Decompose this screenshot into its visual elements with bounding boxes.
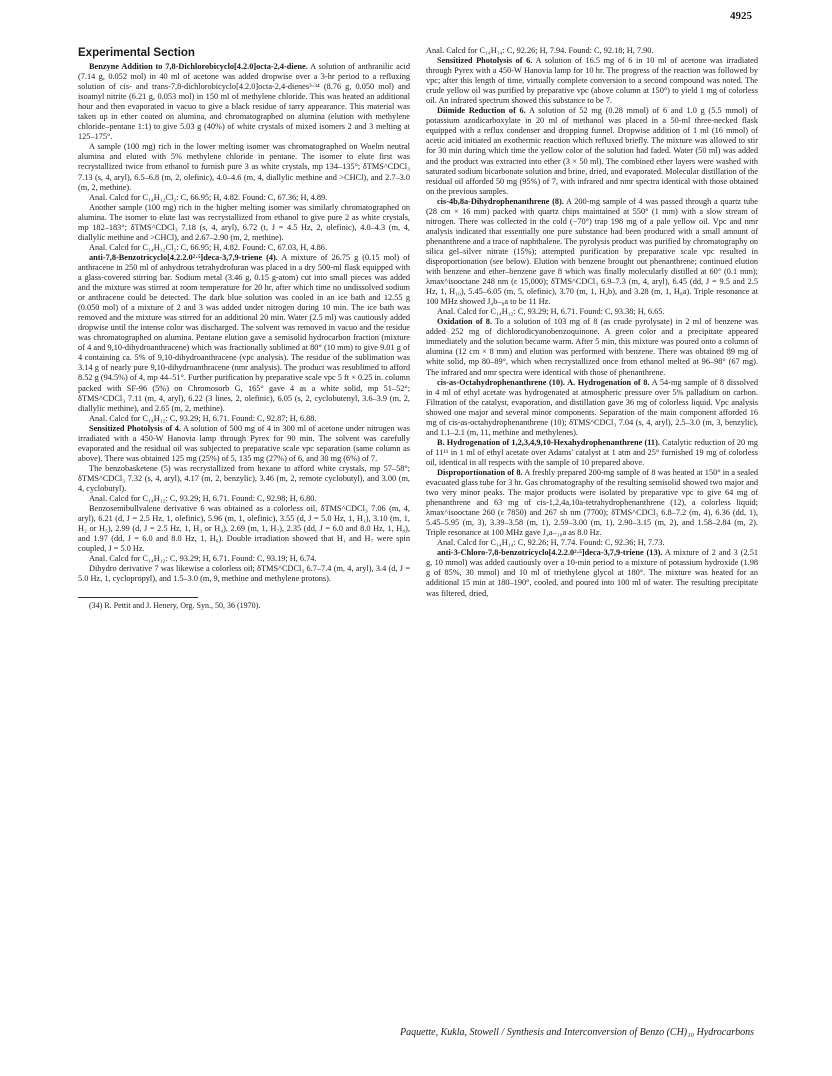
right-paragraphs xyxy=(426,46,758,599)
paragraph xyxy=(426,438,758,468)
paragraph-heading: Diimide Reduction of 6. xyxy=(437,106,526,116)
paragraph xyxy=(78,62,410,142)
paragraph xyxy=(78,464,410,494)
paragraph xyxy=(426,46,758,56)
paragraph-heading: Sensitized Photolysis of 6. xyxy=(437,56,533,66)
paragraph-text: Dihydro derivative 7 was likewise a colorless oil; δTMS^CDCl₃ 6.7–7.4 (m, 4, aryl), 3.4 (d, J = 5.0 Hz, 1, cyclopropyl), and 1.5–3.0 (m, 9, methine and methylene protons). xyxy=(78,564,410,584)
paragraph xyxy=(78,253,410,414)
paragraph-heading: Benzyne Addition to 7,8-Dichlorobicyclo[4.2.0]octa-2,4-diene. xyxy=(89,62,308,71)
paragraph-heading: cis-4b,8a-Dihydrophenanthrene (8). xyxy=(437,196,564,206)
paragraph xyxy=(78,203,410,243)
paragraph-text: Catalytic reduction of 20 mg of 11¹¹ in 1 ml of ethyl acetate over Adams' catalyst at 1 atm and 25° furnished 19 mg of colorless oil, identical in all respects with the sample of 10 prepared above. xyxy=(426,437,758,467)
left-column xyxy=(78,46,410,1011)
paragraph xyxy=(426,548,758,598)
paragraph-text: A freshly prepared 200-mg sample of 8 was heated at 150° in a sealed evacuated glass tube for 3 hr. Gas chromatography of the resulting semisolid showed two major and two very minor peaks. The major products were isolated by preparative vpc to give 64 mg of phenanthrene and 63 mg of cis-1,2,4a,10a-tetrahydrophenanthrene (12), a colorless liquid; λmax^isooctane 260 (ε 7850) and 267 sh nm (7700); δTMS^CDCl₃ 6.8–7.2 (m, 4), 6.36 (dd, 1), 5.45–5.95 (m, 3), 3.39–3.58 (m, 1), 2.59–3.00 (m, 1), 2.90–3.15 (m, 2), and 1.58–2.84 (m, 2). Triple resonance at 100 MHz gave J₄a–₁₀a as 8.0 Hz. xyxy=(426,467,758,538)
footer-separator: / xyxy=(501,1027,507,1038)
page-number: 4925 xyxy=(730,10,752,22)
paragraph xyxy=(78,243,410,253)
paragraph xyxy=(426,538,758,548)
paragraph-text: A solution of 16.5 mg of 6 in 10 ml of acetone was irradiated through Pyrex with a 450-W Hanovia lamp for 10 hr. The progress of the reaction was followed by vpc; after this length of time, virtually complete conversion to a second compound was noted. The crude yellow oil was purified by preparative vpc (above column at 150°) to yield 1 mg of colorless oil. An infrared spectrum showed this substance to be 7. xyxy=(426,56,758,106)
left-paragraphs xyxy=(78,62,410,584)
footnote-divider xyxy=(78,597,198,598)
paragraph xyxy=(78,564,410,584)
paragraph-heading: anti-3-Chloro-7,8-benzotricyclo[4.2.2.0²·⁵]deca-3,7,9-triene (13). xyxy=(437,548,663,558)
paragraph xyxy=(426,468,758,538)
paragraph-text: A solution of anthranilic acid (7.14 g, 0.052 mol) in 40 ml of acetone was added dropwise over a 3-hr period to a refluxing solution of cis- and trans-7,8-dichlorobicyclo[4.2.0]octa-2,4-dienes³·³⁴ (8.76 g, 0.050 mol) and isoamyl nitrite (6.21 g, 0.053 mol) in 150 ml of methylene chloride. This was heated an additional hour and then evaporated in vacuo to give a black residue of tarry appearance. This material was taken up in ether coated on alumina, and chromatographed on alumina (elution with methylene chloride–pentane 1:1) to give 5.03 g (40%) of white crystals of mixed isomers 2 and 3 melting at 125–175°. xyxy=(78,62,410,142)
footer-authors: Paquette, Kukla, Stowell xyxy=(400,1027,499,1038)
paragraph xyxy=(426,56,758,106)
paragraph-text: Anal. Calcd for C₁₄H₁₂: C, 93.29; H, 6.71. Found: C, 92.98; H, 6.80. xyxy=(89,494,317,504)
paragraph xyxy=(78,414,410,424)
running-footer xyxy=(400,1027,754,1038)
paragraph xyxy=(78,554,410,564)
paragraph xyxy=(426,378,758,438)
footnote xyxy=(78,601,410,611)
footer-title: Synthesis and Interconversion of Benzo (CH)₁₀ Hydrocarbons xyxy=(506,1027,754,1038)
paragraph xyxy=(78,193,410,203)
paragraph-text: A 54-mg sample of 8 dissolved in 4 ml of ethyl acetate was hydrogenated at atmospheric pressure over 5% palladium on carbon. Filtration of the catalyst, evaporation, and distillation gave 36 mg of colorless liquid. Vpc analysis showed one major and several minor components. Separation of the main component afforded 16 mg of cis-as-octahydrophenanthrene (10); δTMS^CDCl₃ 7.04 (s, 4, aryl), 2.5–3.0 (m, 3, benzylic), and 1.1–2.1 (m, 11, methine and methylenes). xyxy=(426,377,758,437)
right-column xyxy=(426,46,758,1011)
paragraph-text: A solution of 500 mg of 4 in 300 ml of acetone under nitrogen was irradiated with a 450-W Hanovia lamp through Pyrex for 90 min. The solvent was carefully evaporated and the residual oil was subjected to preparative scale vpc separation (same column as above). There was obtained 125 mg (25%) of 5, 135 mg (27%) of 6, and 30 mg (6%) of 7. xyxy=(78,423,410,463)
paragraph xyxy=(78,142,410,192)
footnote-text: (34) R. Pettit and J. Henery, Org. Syn., 50, 36 (1970). xyxy=(89,601,261,611)
paragraph-text: A solution of 52 mg (0.28 mmol) of 6 and 1.0 g (5.5 mmol) of potassium azodicarboxylate in 20 ml of methanol was placed in a 50-ml three-necked flask equipped with a reflux condenser and dropping funnel. Dropwise addition of 1 ml (16 mmol) of acetic acid initiated an exothermic reaction which refluxed briefly. The mixture was allowed to stir for 30 min during which time the yellow color of the solution had faded. Water (50 ml) was added and the product was extracted into ether (3 × 50 ml). The combined ether layers were washed with saturated sodium bicarbonate solution and brine, dried, and evaporated. Molecular distillation of the residual oil afforded 50 mg (95%) of 7, with infrared and nmr spectra identical with those obtained on the previous samples. xyxy=(426,106,758,196)
paragraph-heading: Disproportionation of 8. xyxy=(437,467,523,477)
paragraph-text: Anal. Calcd for C₁₄H₁₄: C, 92.26; H, 7.94. Found: C, 92.18; H, 7.90. xyxy=(426,46,654,55)
paragraph xyxy=(426,317,758,377)
paragraph xyxy=(426,106,758,196)
paragraph-text: Anal. Calcd for C₁₄H₁₂Cl₂: C, 66.95; H, 4.82. Found: C, 67.03, H, 4.86. xyxy=(89,242,328,252)
paragraph-text: A 200-mg sample of 4 was passed through a quartz tube (28 cm × 16 mm) packed with quartz chips maintained at 550° (1 mm) with a slow stream of nitrogen. There was collected in the cold (−70°) trap 198 mg of a pale yellow oil. Vpc and nmr analysis indicated that essentially one pure substance had been produced with a small amount of phenanthrene and a trace of naphthalene. The pyrolysis product was purified by chromatography on silica gel–silver nitrate (15%); attempted purification by preparative scale vpc resulted in disproportionation (see below). Elution with benzene brought out phenanthrene; continued elution with benzene and ether–benzene gave 8 which was finally molecularly distilled at 60° (0.1 mm); λmax^isooctane 248 nm (ε 15,000); δTMS^CDCl₃ 6.9–7.3 (m, 4, aryl), 6.45 (dd, J = 9.5 and 2.5 Hz, 1, H₁₀), 5.45–6.05 (m, 5, olefinic), 3.70 (m, 1, H₄b), and 3.28 (m, 1, H₈a). Triple resonance at 100 MHz showed J₄b–₈a to be 11 Hz. xyxy=(426,196,758,307)
paragraph-text: Benzosemibullvalene derivative 6 was obtained as a colorless oil, δTMS^CDCl₃ 7.06 (m, 4, aryl), 6.21 (d, J = 2.5 Hz, 1, olefinic), 5.96 (m, 1, olefinic), 3.55 (d, J = 5.0 Hz, 1, H₁), 3.10 (m, 1, H₂ or H₅), 2.99 (d, J = 2.5 Hz, 1, H₃ or H₄), 2.69 (m, 1, H₇), 2.35 (dd, J = 6.0 and 8.0 Hz, 1, H₈), and 1.97 (dd, J = 6.0 and 8.0 Hz, 1, H₆). Double irradiation showed that H₁ and H₇ were spin coupled, J = 5.0 Hz. xyxy=(78,504,410,554)
paragraph-heading: anti-7,8-Benzotricyclo[4.2.2.0²·⁵]deca-3,7,9-triene (4). xyxy=(89,252,278,262)
paragraph-text: The benzobasketene (5) was recrystallized from hexane to afford white crystals, mp 57–58°; δTMS^CDCl₃ 7.32 (s, 4, aryl), 4.17 (m, 2, benzylic), 3.46 (m, 2, remote cyclobutyl), and 3.00 (m, 4, cyclobutyl). xyxy=(78,463,410,493)
paragraph-heading: cis-as-Octahydrophenanthrene (10). A. Hydrogenation of 8. xyxy=(437,377,650,387)
paragraph-text: Anal. Calcd for C₁₄H₁₂: C, 93.29; H, 6.71. Found: C, 93.38; H, 6.65. xyxy=(437,307,665,317)
paragraph-text: To a solution of 103 mg of 8 (as crude pyrolysate) in 2 ml of benzene was added 252 mg of dichlorodicyanobenzoquinone. A green color and a precipitate appeared immediately and the solution became warm. After 5 min, this mixture was poured onto a column of alumina (12 cm × 8 mm) and elution was performed with benzene. There was obtained 89 mg of white solid, mp 80–89°, which when recrystallized once from ethanol melted at 96–98° (67 mg). The infrared and nmr spectra were identical with those of phenanthrene. xyxy=(426,317,758,377)
paragraph-text: A mixture of 2 and 3 (2.51 g, 10 mmol) was added cautiously over a 10-min period to a mixture of potassium hydroxide (1.98 g of 85%, 30 mmol) and 10 ml of triethylene glycol at 180°. The mixture was heated for an additional 15 min at 180–190°, cooled, and poured into 100 ml of water. The resulting precipitate was filtered, dried, xyxy=(426,548,758,598)
paragraph-text: Anal. Calcd for C₁₄H₁₂Cl₂: C, 66.95; H, 4.82. Found: C, 67.36; H, 4.89. xyxy=(89,192,328,202)
paragraph xyxy=(78,424,410,464)
paragraph-text: Another sample (100 mg) rich in the higher melting isomer was similarly chromatographed on alumina. The isomer to elute last was recrystallized from ethanol to give pure 2 as white crystals, mp 182–183°; δTMS^CDCl₃ 7.18 (s, 4, aryl), 6.72 (t, J = 4.5 Hz, 2, olefinic), 4.0–4.3 (m, 4, diallylic methine and >CHCl), and 2.67–2.90 (m, 2, methine). xyxy=(78,202,410,242)
paragraph xyxy=(78,494,410,504)
paragraph xyxy=(426,197,758,308)
paragraph-text: A sample (100 mg) rich in the lower melting isomer was chromatographed on Woelm neutral alumina and eluted with 5% methylene chloride in pentane. The isomer to elute first was recrystallized twice from ethanol to furnish pure 3 as white crystals, mp 134–135°; δTMS^CDCl₃ 7.13 (s, 4, aryl), 6.5–6.8 (m, 2, olefinic), 4.0–4.6 (m, 4, diallylic methine and >CHCl), and 2.7–3.0 (m, 2, methine). xyxy=(78,142,410,192)
paragraph xyxy=(78,504,410,554)
paragraph xyxy=(426,307,758,317)
paragraph-heading: Sensitized Photolysis of 4. xyxy=(89,423,181,433)
paragraph-heading: B. Hydrogenation of 1,2,3,4,9,10-Hexahydrophenanthrene (11). xyxy=(437,437,660,447)
paragraph-text: A mixture of 26.75 g (0.15 mol) of anthracene in 250 ml of anhydrous tetrahydrofuran was placed in a dry 500-ml flask equipped with a glass-covered stirring bar. Sodium metal (3.46 g, 0.15 g-atom) cut into small pieces was added and the mixture was stirred at room temperature for 20 hr, after which time no undissolved sodium or anthracene could be detected. The dark blue solution was cooled in an ice bath and 12.55 g (0.050 mol) of a mixture of 2 and 3 was added under nitrogen during 10 min. The ice bath was removed and the mixture was stirred for an additional 20 min. Water (2.5 ml) was cautiously added dropwise until the intense color was discharged. The solvent was removed in vacuo and the residue was chromatographed on alumina. Pentane elution gave a semisolid hydrocarbon fraction (mixture of 4 and 9,10-dihydroanthracene) which was fractionally sublimed at 80° (10 mm) to give 9.01 g of 4 containing ca. 5% of 9,10-dihydroanthracene (vpc analysis). The residue of the sublimation was 3.14 g of nearly pure 9,10-dihydroanthracene (nmr analysis). The product was resublimed to afford 8.52 g (94.5%) of 4, mp 44–51°. Further purification by preparative scale vpc 5 ft × 0.25 in. column packed with SF-96 (5%) on Chromosorb G, 165° gave 4 as a white solid, mp 51–52°; δTMS^CDCl₃ 7.11 (m, 4, aryl), 6.22 (3 lines, 2, olefinic), 6.05 (s, 2, cyclobutenyl, 3.6–3.9 (m, 2, diallylic methine), and 2.65 (m, 2, methine). xyxy=(78,252,410,413)
paragraph-text: Anal. Calcd for C₁₄H₁₂: C, 93.29; H, 6.71. Found: C, 92.87; H, 6.88. xyxy=(89,413,317,423)
paragraph-text: Anal. Calcd for C₁₄H₁₄: C, 92.26; H, 7.74. Found: C, 92.36; H, 7.73. xyxy=(437,538,665,548)
paragraph-heading: Oxidation of 8. xyxy=(437,317,493,327)
section-title: Experimental Section xyxy=(78,47,195,59)
paragraph-text: Anal. Calcd for C₁₄H₁₂: C, 93.29; H, 6.71. Found: C, 93.19; H, 6.74. xyxy=(89,554,317,564)
article-body xyxy=(78,46,758,1011)
